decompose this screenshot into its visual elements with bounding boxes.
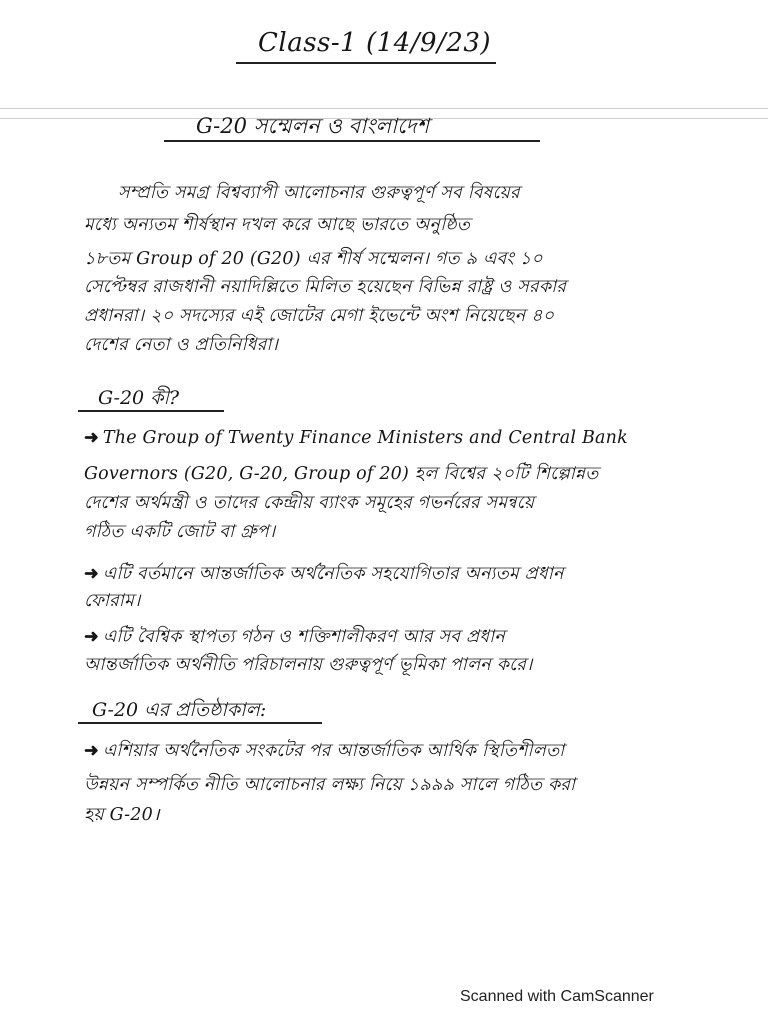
bullet-text: এটি বর্তমানে আন্তর্জাতিক অর্থনৈতিক সহযোগিতার অন্যতম প্রধান	[102, 564, 564, 584]
class-title: Class-1 (14/9/23)	[258, 28, 492, 58]
bullet-line	[84, 738, 564, 767]
bullet-line: গঠিত একটি জোট বা গ্রুপ।	[84, 522, 276, 542]
bullet-line: দেশের অর্থমন্ত্রী ও তাদের কেন্দ্রীয় ব্যাংক সমূহের গভর্নরের সমন্বয়ে	[84, 493, 535, 513]
bullet-line: ফোরাম।	[84, 591, 141, 611]
arrow-bullet-icon: ➜	[84, 564, 99, 584]
class-title-underline	[236, 62, 496, 64]
arrow-bullet-icon: ➜	[84, 741, 99, 761]
section-heading-what-is-g20: G-20 কী?	[98, 387, 180, 409]
main-heading: G-20 সম্মেলন ও বাংলাদেশ	[196, 114, 430, 138]
intro-line: দেশের নেতা ও প্রতিনিধিরা।	[84, 335, 279, 355]
page-rule-top-1	[0, 108, 768, 109]
bullet-line: হয় G-20।	[84, 805, 160, 825]
intro-line: ১৮তম Group of 20 (G20) এর শীর্ষ সম্মেলন। গত ৯ এবং ১০	[84, 249, 543, 269]
arrow-bullet-icon: ➜	[84, 627, 99, 647]
bullet-line	[84, 624, 505, 653]
bullet-line	[84, 428, 628, 448]
intro-line: সেপ্টেম্বর রাজধানী নয়াদিল্লিতে মিলিত হয়েছেন বিভিন্ন রাষ্ট্র ও সরকার	[84, 277, 567, 297]
intro-line: সম্প্রতি সমগ্র বিশ্বব্যাপী আলোচনার গুরুত্বপূর্ণ সব বিষয়ের	[118, 183, 520, 203]
intro-line: মধ্যে অন্যতম শীর্ষস্থান দখল করে আছে ভারতে অনুষ্ঠিত	[84, 215, 471, 235]
bullet-text: এটি বৈশ্বিক স্থাপত্য গঠন ও শক্তিশালীকরণ আর সব প্রধান	[102, 627, 505, 647]
main-heading-underline	[164, 140, 540, 142]
bullet-text: এশিয়ার অর্থনৈতিক সংকটের পর আন্তর্জাতিক আর্থিক স্থিতিশীলতা	[102, 741, 565, 761]
section-heading-establishment: G-20 এর প্রতিষ্ঠাকাল:	[92, 699, 267, 721]
section-heading-underline	[78, 722, 322, 724]
bullet-line: আন্তর্জাতিক অর্থনীতি পরিচালনায় গুরুত্বপূর্ণ ভূমিকা পালন করে।	[84, 655, 533, 675]
bullet-text: The Group of Twenty Finance Ministers and Central Bank	[102, 428, 628, 448]
bullet-line	[84, 561, 564, 590]
intro-line: প্রধানরা। ২০ সদস্যের এই জোটের মেগা ইভেন্টে অংশ নিয়েছেন ৪০	[84, 306, 555, 326]
bullet-line: উন্নয়ন সম্পর্কিত নীতি আলোচনার লক্ষ্য নিয়ে ১৯৯৯ সালে গঠিত করা	[84, 775, 576, 795]
arrow-bullet-icon: ➜	[84, 428, 99, 448]
bullet-line: Governors (G20, G-20, Group of 20) হল বিশ্বের ২০টি শিল্পোন্নত	[84, 464, 599, 484]
camscanner-footer: Scanned with CamScanner	[460, 988, 654, 1005]
section-heading-underline	[78, 410, 224, 412]
